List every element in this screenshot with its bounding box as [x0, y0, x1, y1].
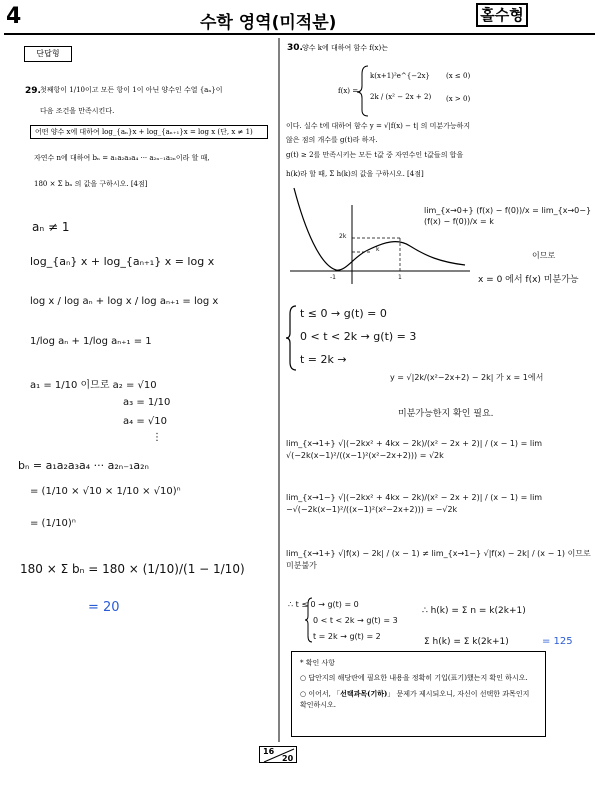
q30-work-4: t ≤ 0 → g(t) = 0: [300, 307, 387, 320]
q29-text-1: 첫째항이 1/10이고 모든 항이 1이 아닌 양수인 수열 {aₙ}이: [40, 86, 223, 94]
page-number: 4: [6, 4, 22, 29]
q30-text-2: 이다. 실수 t에 대하여 함수 y = √|f(x) − t| 의 미분가능하지: [286, 122, 471, 130]
q30-work-15: ∴ h(k) = Σ n = k(2k+1): [422, 606, 526, 616]
graph-label-k: k: [376, 246, 380, 253]
q29-text-2: 다음 조건을 만족시킨다.: [40, 107, 115, 115]
q29-work-5: a₁ = 1/10 이므로 a₂ = √10: [30, 380, 157, 391]
notice-title: * 확인 사항: [300, 659, 335, 667]
q30-case1-cond: (x ≤ 0): [446, 72, 471, 80]
q29-condition-box: 어떤 양수 x에 대하여 log_{aₙ}x + log_{aₙ₊₁}x = log x (단, x ≠ 1): [30, 125, 268, 139]
q30-work-7: y = √|2k/(x²−2x+2) − 2k| 가 x = 1에서: [390, 373, 544, 382]
graph-label-2k: 2k: [339, 233, 347, 240]
q29-text-4: 180 × Σ bₙ 의 값을 구하시오. [4점]: [34, 180, 148, 188]
q30-text-5: h(k)라 할 때, Σ h(k)의 값을 구하시오. [4점]: [286, 170, 424, 178]
page-title: 수학 영역(미적분): [200, 13, 337, 33]
notice-item-2-bold: 선택과목(기하): [340, 689, 388, 698]
q30-work-2: 이므로: [532, 251, 556, 260]
q29-work-12: 180 × Σ bₙ = 180 × (1/10)/(1 − 1/10): [20, 562, 245, 576]
q29-work-6: a₃ = 1/10: [123, 397, 171, 408]
q30-work-5: 0 < t < 2k → g(t) = 3: [300, 330, 417, 343]
q29-work-10: = (1/10 × √10 × 1/10 × √10)ⁿ: [30, 486, 181, 497]
q29-answer: = 20: [88, 600, 120, 615]
q30-work-16: Σ h(k) = Σ k(2k+1): [424, 637, 509, 647]
notice-item-2-suffix: 」 문제가 제시되오니, 자신이 선택한 과목인지 확인하시오.: [300, 690, 530, 709]
notice-item-1: ○ 답안지의 해당란에 필요한 내용을 정확히 기입(표기)했는지 확인 하시오.: [300, 674, 528, 682]
q30-work-9: lim_{x→1+} √|(−2kx² + 4kx − 2k)/(x² − 2x + 2)| / (x − 1) = lim √(−2k(x−1)²/((x−1)²(x²−2x+2))) = √2k: [286, 439, 543, 460]
notice-item-2: [300, 688, 537, 711]
q29-work-8: ⋮: [152, 432, 162, 443]
q29-work-1: aₙ ≠ 1: [32, 220, 70, 234]
q29-number: 29.: [25, 86, 41, 96]
notice-box: [291, 651, 546, 737]
page-current: 16: [263, 747, 275, 756]
q30-f-label: f(x) =: [338, 87, 359, 95]
q30-answer: = 125: [542, 636, 573, 647]
q30-work-11: lim_{x→1+} √|f(x) − 2k| / (x − 1) ≠ lim_{x→1−} √|f(x) − 2k| / (x − 1) 이므로 미분불가: [286, 549, 591, 570]
q30-work-10: lim_{x→1−} √|(−2kx² + 4kx − 2k)/(x² − 2x + 2)| / (x − 1) = lim −√(−2k(x−1)²/((x−1)²(x²−2x+2))) = −√2k: [286, 493, 543, 514]
section-label: 단답형: [24, 46, 72, 62]
q30-number: 30.: [287, 43, 303, 53]
q30-work-6: t = 2k →: [300, 353, 347, 366]
q30-work-3: x = 0 에서 f(x) 미분가능: [478, 275, 579, 285]
q29-work-9: bₙ = a₁a₂a₃a₄ ··· a₂ₙ₋₁a₂ₙ: [18, 459, 149, 472]
notice-item-2-prefix: ○ 이어서, 「: [300, 690, 341, 698]
q29-work-4: 1/log aₙ + 1/log aₙ₊₁ = 1: [30, 336, 152, 347]
q30-text-4: g(t) ≥ 2를 만족시키는 모든 t값 중 자연수인 t값들의 합을: [286, 151, 464, 159]
q29-text-3: 자연수 n에 대하여 bₙ = a₁a₂a₃a₄ ··· a₂ₙ₋₁a₂ₙ이라 할 때,: [34, 154, 210, 162]
q30-work-8: 미분가능한지 확인 필요.: [398, 409, 494, 419]
q30-work-12: ∴ t ≤ 0 → g(t) = 0: [288, 600, 359, 609]
q30-case2: 2k / (x² − 2x + 2): [370, 93, 432, 101]
page-indicator: [259, 746, 297, 763]
q30-case1: k(x+1)²e^{−2x}: [370, 72, 430, 80]
q29-work-2: log_{aₙ} x + log_{aₙ₊₁} x = log x: [30, 255, 215, 268]
q30-text-1: 양수 k에 대하여 함수 f(x)는: [302, 44, 389, 52]
q30-case2-cond: (x > 0): [446, 95, 471, 103]
q29-work-7: a₄ = √10: [123, 416, 167, 427]
version-badge: 홀수형: [476, 3, 528, 27]
graph-label-neg1: -1: [330, 274, 336, 281]
q29-work-3: log x / log aₙ + log x / log aₙ₊₁ = log x: [30, 296, 219, 307]
q30-work-13: 0 < t < 2k → g(t) = 3: [313, 616, 398, 625]
q30-text-3: 않은 점의 개수를 g(t)라 하자.: [286, 136, 378, 144]
page-total: 20: [282, 754, 294, 763]
q30-work-14: t = 2k → g(t) = 2: [313, 632, 381, 641]
graph-label-1: 1: [398, 274, 402, 281]
q30-work-1: lim_{x→0+} (f(x) − f(0))/x = lim_{x→0−} (f(x) − f(0))/x = k: [424, 206, 592, 226]
q29-work-11: = (1/10)ⁿ: [30, 518, 76, 529]
